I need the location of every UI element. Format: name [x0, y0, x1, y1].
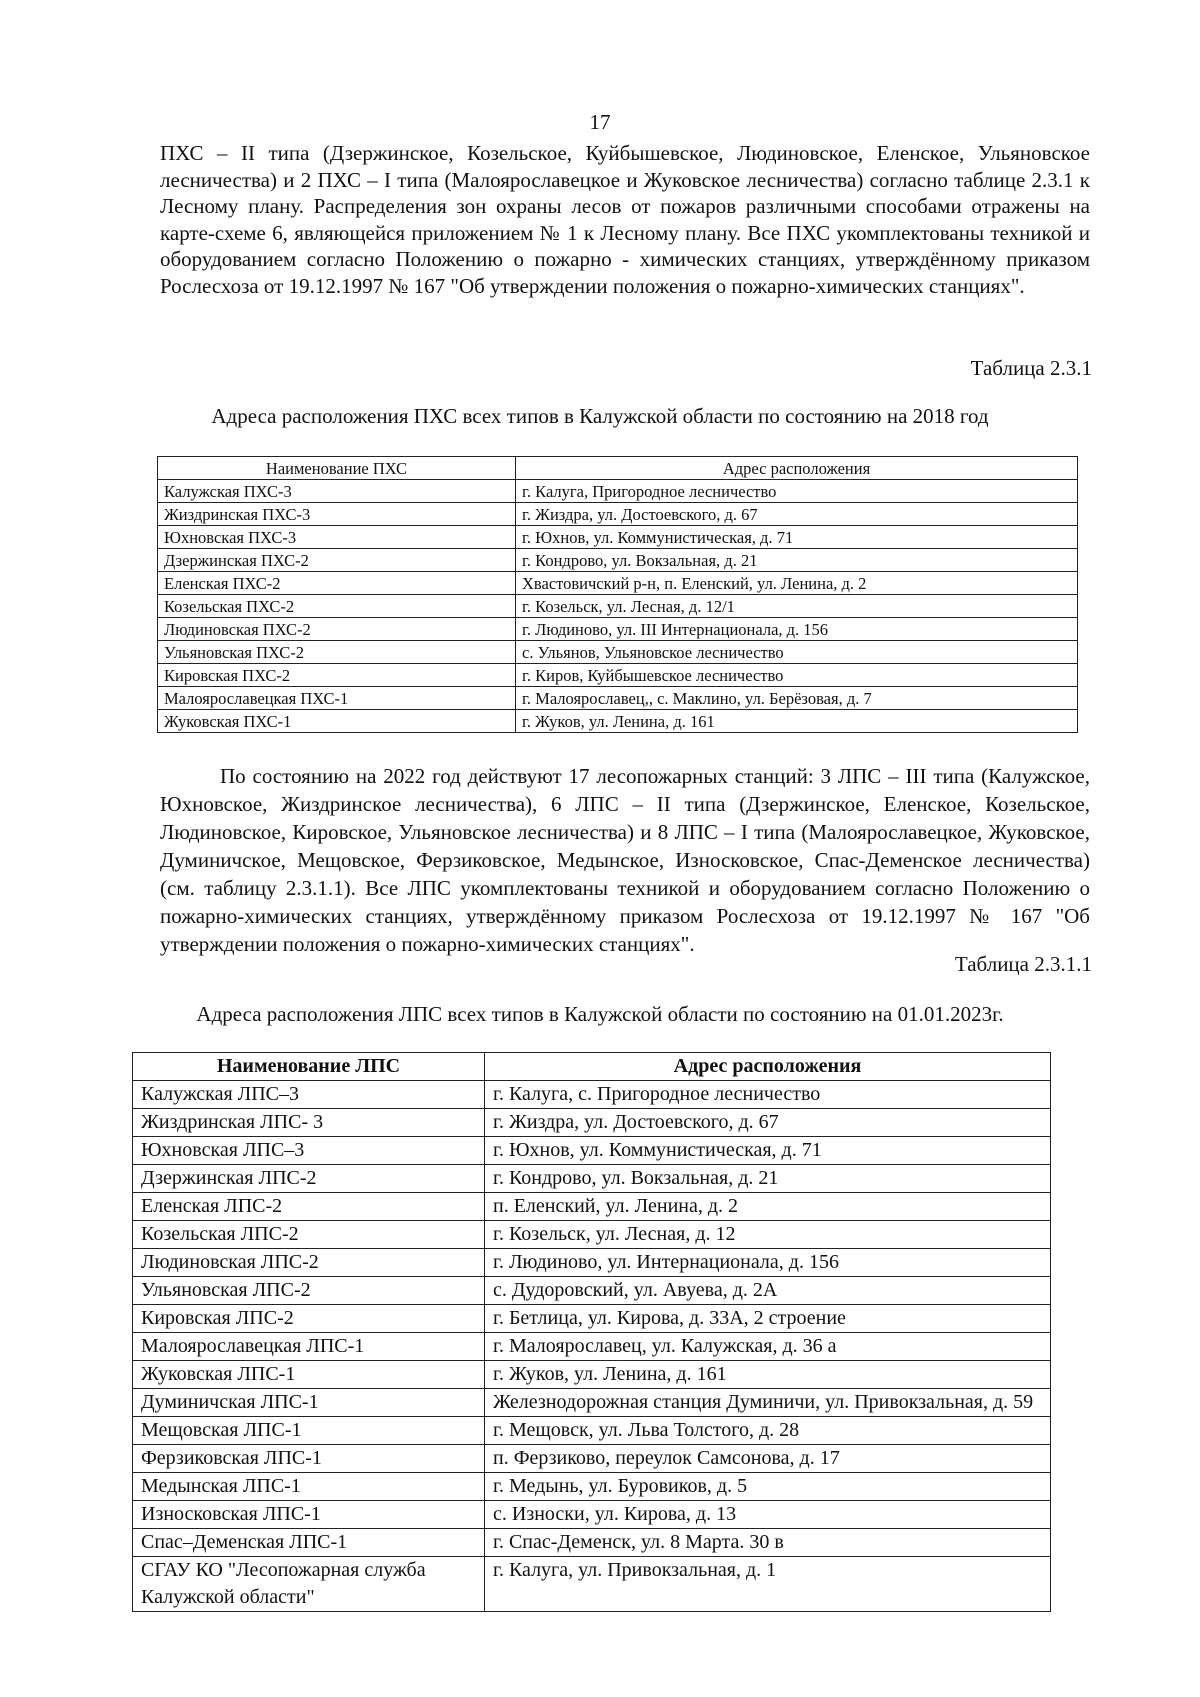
- station-address: г. Мещовск, ул. Льва Толстого, д. 28: [485, 1417, 1051, 1445]
- station-address: Железнодорожная станция Думиничи, ул. Привокзальная, д. 59: [485, 1389, 1051, 1417]
- station-address: г. Калуга, Пригородное лесничество: [516, 480, 1078, 503]
- table-row: [158, 595, 1078, 618]
- table-row: [133, 1557, 1051, 1612]
- table2-caption: Адреса расположения ЛПС всех типов в Калужской области по состоянию на 01.01.2023г.: [196, 1002, 1004, 1026]
- header-address: Адрес расположения: [485, 1053, 1051, 1081]
- table1-caption: Адреса расположения ПХС всех типов в Калужской области по состоянию на 2018 год: [211, 404, 989, 428]
- station-address: г. Малоярославец, ул. Калужская, д. 36 а: [485, 1333, 1051, 1361]
- station-address: г. Бетлица, ул. Кирова, д. 33А, 2 строение: [485, 1305, 1051, 1333]
- station-name: Износковская ЛПС-1: [133, 1501, 485, 1529]
- station-address: г. Юхнов, ул. Коммунистическая, д. 71: [485, 1137, 1051, 1165]
- station-address: г. Жиздра, ул. Достоевского, д. 67: [485, 1109, 1051, 1137]
- table-row: [133, 1389, 1051, 1417]
- table-row: [133, 1473, 1051, 1501]
- station-address: с. Дудоровский, ул. Авуева, д. 2А: [485, 1277, 1051, 1305]
- station-name: Калужская ЛПС–3: [133, 1081, 485, 1109]
- station-address: п. Ферзиково, переулок Самсонова, д. 17: [485, 1445, 1051, 1473]
- station-name: Спас–Деменская ЛПС-1: [133, 1529, 485, 1557]
- station-address: г. Медынь, ул. Буровиков, д. 5: [485, 1473, 1051, 1501]
- station-name: Еленская ЛПС-2: [133, 1193, 485, 1221]
- station-address: г. Людиново, ул. Интернационала, д. 156: [485, 1249, 1051, 1277]
- station-name: Юхновская ПХС-3: [158, 526, 516, 549]
- table-row: [133, 1361, 1051, 1389]
- station-name: Малоярославецкая ПХС-1: [158, 687, 516, 710]
- station-name: Жиздринская ПХС-3: [158, 503, 516, 526]
- station-name: Кировская ПХС-2: [158, 664, 516, 687]
- table-row: [133, 1165, 1051, 1193]
- station-name: Юхновская ЛПС–3: [133, 1137, 485, 1165]
- table-row: [133, 1417, 1051, 1445]
- station-name: Ульяновская ПХС-2: [158, 641, 516, 664]
- station-name: Жиздринская ЛПС- 3: [133, 1109, 485, 1137]
- header-address: Адрес расположения: [516, 457, 1078, 480]
- station-address: г. Жуков, ул. Ленина, д. 161: [516, 710, 1078, 733]
- station-name: Жуковская ЛПС-1: [133, 1361, 485, 1389]
- station-address: г. Юхнов, ул. Коммунистическая, д. 71: [516, 526, 1078, 549]
- station-name: Козельская ЛПС-2: [133, 1221, 485, 1249]
- station-name: Козельская ПХС-2: [158, 595, 516, 618]
- lps-table: [132, 1052, 1051, 1612]
- station-name: Дзержинская ПХС-2: [158, 549, 516, 572]
- station-address: г. Малоярославец,, с. Маклино, ул. Берёзовая, д. 7: [516, 687, 1078, 710]
- table-row: [158, 687, 1078, 710]
- station-name: Кировская ЛПС-2: [133, 1305, 485, 1333]
- table-row: [158, 549, 1078, 572]
- station-address: г. Козельск, ул. Лесная, д. 12: [485, 1221, 1051, 1249]
- table-row: [158, 503, 1078, 526]
- table-row: [158, 526, 1078, 549]
- header-name: Наименование ЛПС: [133, 1053, 485, 1081]
- table-row: [158, 641, 1078, 664]
- table-row: [158, 710, 1078, 733]
- station-name: СГАУ КО "Лесопожарная служба Калужской области": [133, 1557, 485, 1612]
- station-name: Медынская ЛПС-1: [133, 1473, 485, 1501]
- table-row: [158, 664, 1078, 687]
- table-header-row: [133, 1053, 1051, 1081]
- station-address: г. Жуков, ул. Ленина, д. 161: [485, 1361, 1051, 1389]
- pxs-table: [157, 456, 1078, 733]
- table2-label: Таблица 2.3.1.1: [954, 952, 1092, 976]
- station-name: Ульяновская ЛПС-2: [133, 1277, 485, 1305]
- table1-label: Таблица 2.3.1: [970, 356, 1092, 380]
- table-row: [133, 1193, 1051, 1221]
- header-name: Наименование ПХС: [158, 457, 516, 480]
- table-row: [133, 1109, 1051, 1137]
- table-row: [133, 1137, 1051, 1165]
- table-row: [133, 1305, 1051, 1333]
- station-address: г. Кондрово, ул. Вокзальная, д. 21: [516, 549, 1078, 572]
- table-header-row: [158, 457, 1078, 480]
- station-name: Дзержинская ЛПС-2: [133, 1165, 485, 1193]
- station-address: г. Калуга, с. Пригородное лесничество: [485, 1081, 1051, 1109]
- station-address: г. Кондрово, ул. Вокзальная, д. 21: [485, 1165, 1051, 1193]
- station-address: г. Киров, Куйбышевское лесничество: [516, 664, 1078, 687]
- table-row: [158, 572, 1078, 595]
- station-address: с. Ульянов, Ульяновское лесничество: [516, 641, 1078, 664]
- station-name: Людиновская ПХС-2: [158, 618, 516, 641]
- station-name: Жуковская ПХС-1: [158, 710, 516, 733]
- table-row: [158, 480, 1078, 503]
- station-name: Малоярославецкая ЛПС-1: [133, 1333, 485, 1361]
- table-row: [133, 1529, 1051, 1557]
- page-number: 17: [589, 110, 611, 134]
- station-address: г. Калуга, ул. Привокзальная, д. 1: [485, 1557, 1051, 1612]
- station-address: п. Еленский, ул. Ленина, д. 2: [485, 1193, 1051, 1221]
- station-name: Людиновская ЛПС-2: [133, 1249, 485, 1277]
- station-address: с. Износки, ул. Кирова, д. 13: [485, 1501, 1051, 1529]
- station-name: Ферзиковская ЛПС-1: [133, 1445, 485, 1473]
- station-address: г. Козельск, ул. Лесная, д. 12/1: [516, 595, 1078, 618]
- second-paragraph: По состоянию на 2022 год действуют 17 лесопожарных станций: 3 ЛПС – III типа (Калужское, Юхновское, Жиздринское лесничества), 6 ЛПС – II типа (Дзержинское, Еленское, Козельское, Людиновское, Кировское, Ульяновское лесничества) и 8 ЛПС – I типа (Малоярославецкое, Жуковское, Думиничское, Мещовское, Ферзиковское, Медынское, Износковское, Спас-Деменское лесничества) (см. таблицу 2.3.1.1). Все ЛПС укомплектованы техникой и оборудованием согласно Положению о пожарно-химических станциях, утверждённому приказом Рослесхоза от 19.12.1997 № 167 "Об утверждении положения о пожарно-химических станциях".: [160, 764, 1090, 956]
- table-row: [133, 1445, 1051, 1473]
- station-address: г. Людиново, ул. III Интернационала, д. 156: [516, 618, 1078, 641]
- table-row: [133, 1501, 1051, 1529]
- table-row: [133, 1249, 1051, 1277]
- station-name: Калужская ПХС-3: [158, 480, 516, 503]
- table-row: [133, 1333, 1051, 1361]
- station-name: Мещовская ЛПС-1: [133, 1417, 485, 1445]
- table-row: [133, 1081, 1051, 1109]
- station-address: Хвастовичский р-н, п. Еленский, ул. Ленина, д. 2: [516, 572, 1078, 595]
- station-name: Думиничская ЛПС-1: [133, 1389, 485, 1417]
- station-name: Еленская ПХС-2: [158, 572, 516, 595]
- table-row: [133, 1221, 1051, 1249]
- intro-paragraph: ПХС – II типа (Дзержинское, Козельское, Куйбышевское, Людиновское, Еленское, Ульяновское лесничества) и 2 ПХС – I типа (Малоярославецкое и Жуковское лесничества) согласно таблице 2.3.1 к Лесному плану. Распределения зон охраны лесов от пожаров различными способами отражены на карте-схеме 6, являющейся приложением № 1 к Лесному плану. Все ПХС укомплектованы техникой и оборудованием согласно Положению о пожарно - химических станциях, утверждённому приказом Рослесхоза от 19.12.1997 № 167 "Об утверждении положения о пожарно-химических станциях".: [160, 141, 1090, 298]
- table-row: [133, 1277, 1051, 1305]
- station-address: г. Спас-Деменск, ул. 8 Марта. 30 в: [485, 1529, 1051, 1557]
- station-address: г. Жиздра, ул. Достоевского, д. 67: [516, 503, 1078, 526]
- table-row: [158, 618, 1078, 641]
